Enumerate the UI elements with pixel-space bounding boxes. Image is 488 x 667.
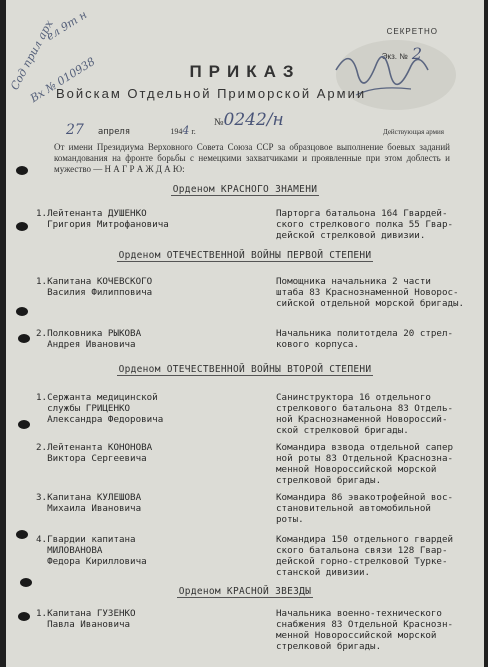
handwritten-note: ел 9т н xyxy=(44,8,90,44)
order-number xyxy=(214,110,284,130)
preamble-text: От имени Президиума Верховного Совета Союза ССР за образцовое выполнение боевых заданий командования на фронте борьбы с немецкими захватчиками и проявленные при этом доблесть и мужество — Н А Г Р А Ж Д А Ю: xyxy=(54,142,450,174)
binder-hole xyxy=(16,166,28,175)
awardee-name: 2.Лейтенанта КОНОНОВА Виктора Сергеевича xyxy=(36,442,153,464)
order-number-value: 0242/н xyxy=(223,110,284,130)
copy-number-value: 2 xyxy=(411,44,422,63)
awardee-position: Командира 86 эвакотрофейной вос- становительной автомобильной роты. xyxy=(276,492,454,525)
awardee-position: Командира 150 отдельного гвардей ского батальона связи 128 Гвар- дейской горно-стрелковой Турке- станской дивизии. xyxy=(276,534,454,578)
awardee-position: Помощника начальника 2 части штаба 83 Краснознаменной Новорос- сийской отдельной морской бригады. xyxy=(276,276,465,309)
awardee-name: 2.Полковника РЫКОВА Андрея Ивановича xyxy=(36,328,142,350)
scan-edge-right xyxy=(484,0,488,667)
binder-hole xyxy=(18,420,30,429)
section-heading-patriotic-war-2: Орденом ОТЕЧЕСТВЕННОЙ ВОЙНЫ ВТОРОЙ СТЕПЕНИ xyxy=(118,364,372,375)
date-year-handwritten: 4 xyxy=(182,124,190,137)
awardee-position: Санинструктора 16 отдельного стрелкового батальона 83 Отдель- ной Краснознаменной Новороссий- ской стрелковой бригады. xyxy=(276,392,454,436)
section-heading-red-star: Орденом КРАСНОЙ ЗВЕЗДЫ xyxy=(178,586,312,597)
document-subtitle: Войскам Отдельной Приморской Армии xyxy=(56,86,367,101)
order-label: № xyxy=(214,117,224,128)
active-army-label: Действующая армия xyxy=(382,128,444,136)
order-date xyxy=(66,122,196,138)
handwritten-note: Сод прил арх xyxy=(8,17,56,93)
binder-hole xyxy=(18,334,30,343)
awardee-position: Парторга батальона 164 Гвардей- ского стрелкового полка 55 Гвар- дейской стрелковой дивизии. xyxy=(276,208,454,241)
order-document xyxy=(6,0,484,667)
date-month: апреля xyxy=(97,127,131,137)
binder-hole xyxy=(16,530,28,539)
awardee-position: Начальника военно-технического снабжения 83 Отдельной Краснозн- менной Новороссийской морской стрелковой бригады. xyxy=(276,608,454,652)
handwritten-incoming-number: Вх № 010938 xyxy=(28,54,98,106)
awardee-position: Начальника политотдела 20 стрел- кового корпуса. xyxy=(276,328,454,350)
awardee-name: 4.Гвардии капитана МИЛОВАНОВА Федора Кирилловича xyxy=(36,534,147,567)
binder-hole xyxy=(16,222,28,231)
awardee-name: 1.Капитана ГУЗЕНКО Павла Ивановича xyxy=(36,608,136,630)
date-day: 27 xyxy=(66,122,84,138)
copy-label: Экз. № xyxy=(381,52,408,61)
binder-hole xyxy=(20,578,32,587)
binder-hole xyxy=(16,307,28,316)
awardee-position: Командира взвода отдельной сапер ной роты 83 Отдельной Краснозна- менной Новороссийской морской стрелковой бригады. xyxy=(276,442,454,486)
binder-hole xyxy=(18,612,30,621)
document-title: ПРИКАЗ xyxy=(189,62,301,81)
awardee-name: 1.Сержанта медицинской службы ГРИЦЕНКО Александра Федоровича xyxy=(36,392,164,425)
date-year: 194 xyxy=(170,127,183,136)
secret-stamp: СЕКРЕТНО xyxy=(386,27,438,36)
awardee-name: 1.Лейтенанта ДУШЕНКО Григория Митрофановича xyxy=(36,208,169,230)
section-heading-patriotic-war-1: Орденом ОТЕЧЕСТВЕННОЙ ВОЙНЫ ПЕРВОЙ СТЕПЕНИ xyxy=(118,250,372,261)
awardee-name: 3.Капитана КУЛЕШОВА Михаила Ивановича xyxy=(36,492,142,514)
date-suffix: г. xyxy=(191,127,196,136)
section-heading-red-banner: Орденом КРАСНОГО ЗНАМЕНИ xyxy=(172,184,318,195)
awardee-name: 1.Капитана КОЧЕВСКОГО Василия Филипповича xyxy=(36,276,153,298)
